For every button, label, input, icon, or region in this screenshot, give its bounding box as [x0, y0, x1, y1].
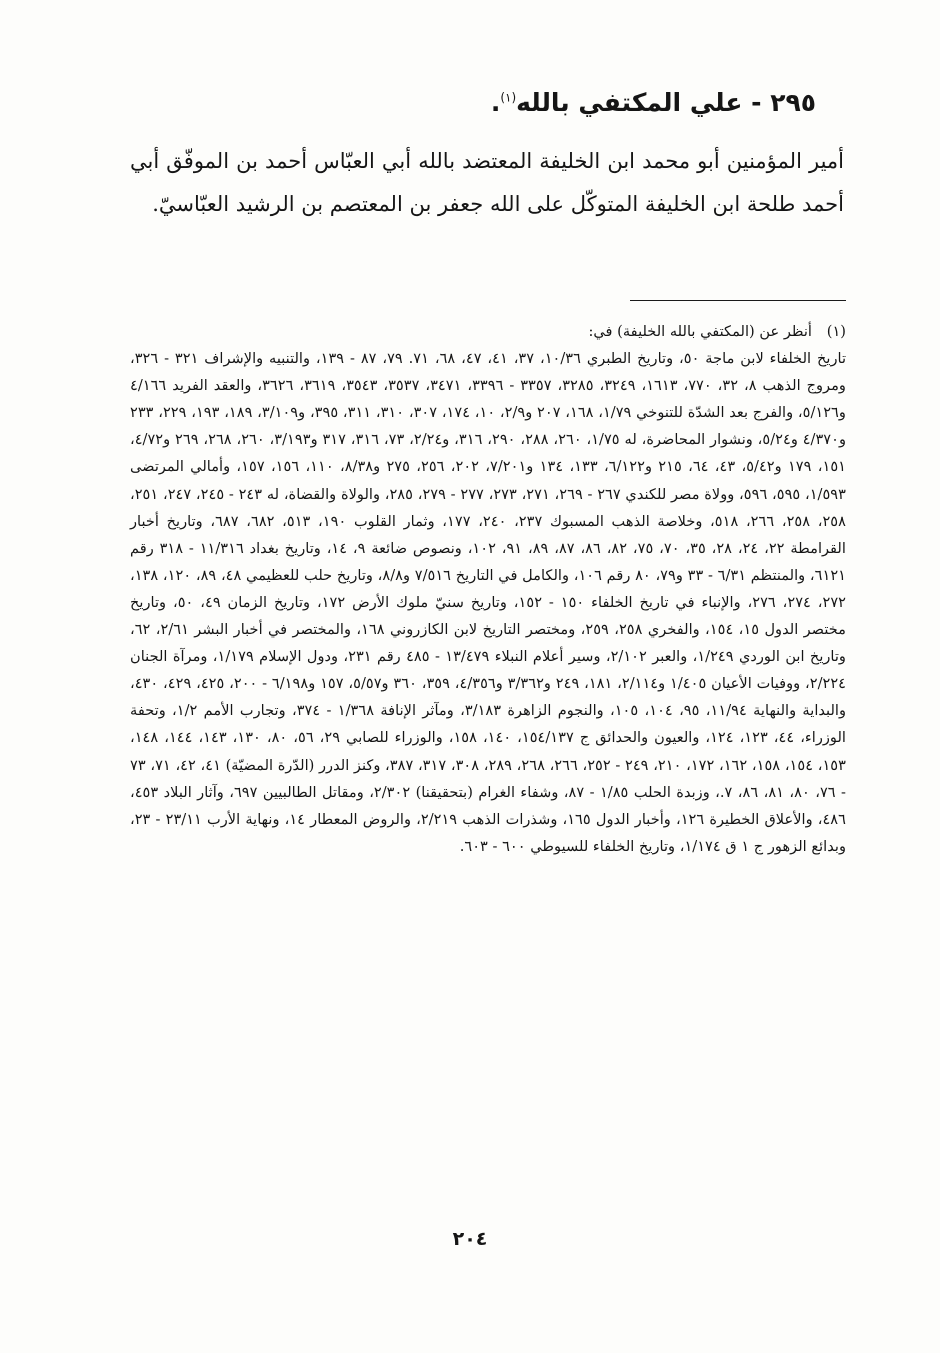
page-number: ٢٠٤: [452, 1228, 488, 1250]
footnote-text: تاريخ الخلفاء لابن ماجة ٥٠، وتاريخ الطبري ١٠/٣٦، ٣٧، ٤١، ٤٧، ٦٨، ٧١. ٧٩، ٨٧ - ١٣٩، والتنبيه والإشراف ٣٢١ - ٣٢٦، ومروج الذهب ٨، ٣٢، ٧٧٠، ١٦١٣، ٣٢٤٩، ٣٢٨٥، ٣٣٥٧ - ٣٣٩٦، ٣٤٧١، ٣٥٣٧، ٣٥٤٣، ٣٦١٩، ٣٦٢٦، والعقد الفريد ٤/١٦٦ و٥/١٢٦، والفرج بعد الشدّة للتنوخي ١/٧٩، ١٦٨، ٢٠٧ و٢/٩، ١٠، ١٧٤، ٣٠٧، ٣١٠، ٣١١، ٣٩٥، و٣/١٠٩، ١٨٩، ١٩٣، ٢٢٩، ٢٣٣ و٤/٣٧٠ و٥/٢٤، ونشوار المحاضرة، له ١/٧٥، ٢٦٠، ٢٨٨، ٢٩٠، ٣١٦، و٢/٢٤، ٧٣، ٣١٦، ٣١٧ و٣/١٩٣، ٢٦٠، ٢٦٨، ٢٦٩ و٤/٧٢، ١٥١، ١٧٩ و٥/٤٢، ٤٣، ٦٤، ٢١٥ و٦/١٢٢، ١٣٣، ١٣٤ و٧/٢٠١، ٢٠٢، ٢٥٦، ٢٧٥ و٨/٣٨، ١١٠، ١٥٦، ١٥٧، وأمالي المرتضى ١/٥٩٣، ٥٩٥، ٥٩٦، وولاة مصر للكندي ٢٦٧ - ٢٦٩، ٢٧١، ٢٧٣، ٢٧٧ - ٢٧٩، ٢٨٥، والولاة والقضاة، له ٢٤٣ - ٢٤٥، ٢٤٧، ٢٥١، ٢٥٨، ٢٥٨، ٢٦٦، ٥١٨، وخلاصة الذهب المسبوك ٢٣٧، ٢٤٠، ١٧٧، وثمار القلوب ١٩٠، ٥١٣، ٦٨٢، ٦٨٧، وتاريخ أخبار القرامطة ٢٢، ٢٤، ٢٨، ٣٥، ٧٠، ٧٥، ٨٢، ٨٦، ٨٧، ٨٩، ٩١، ١٠٢، ونصوص ضائعة ٩، ١٤، وتاريخ بغداد ١١/٣١٦ - ٣١٨ رقم ٦١٢١، والمنتظم ٦/٣١ - ٣٣ و٧٩، ٨٠ رقم ١٠٦، والكامل في التاريخ ٧/٥١٦ و٨/٨، وتاريخ حلب للعظيمي ٤٨، ٨٩، ١٢٠، ١٣٨، ٢٧٢، ٢٧٤، ٢٧٦، والإنباء في تاريخ الخلفاء ١٥٠ - ١٥٢، وتاريخ سنيّ ملوك الأرض ١٧٢، وتاريخ الزمان ٤٩، ٥٠، وتاريخ مختصر الدول ١٥، ١٥٤، والفخري ٢٥٨، ٢٥٩، ومختصر التاريخ لابن الكازروني ١٦٨، والمختصر في أخبار البشر ٢/٦١، ٦٢، وتاريخ ابن الوردي ١/٢٤٩، والعبر ٢/١٠٢، وسير أعلام النبلاء ١٣/٤٧٩ - ٤٨٥ رقم ٢٣١، ودول الإسلام ١/١٧٩، ومرآة الجنان ٢/٢٢٤، ووفيات الأعيان ١/٤٠٥ و٢/١١٤، ١٨١، ٢٤٩ و٣/٣٦٢ و٤/٣٥٦، ٣٥٩، ٣٦٠ و٥/٥٧، ١٥٧ و٦/١٩٨ - ٢٠٠، ٤٢٥، ٤٢٩، ٤٣٠، والبداية والنهاية ١١/٩٤، ٩٥، ١٠٤، ١٠٥، والنجوم الزاهرة ٣/١٨٣، ومآثر الإنافة ١/٣٦٨ - ٣٧٤، وتجارب الأمم ١/٢، وتحفة الوزراء، ٤٤، ١٢٣، ١٢٤، والعيون والحدائق ج ١٥٤/١٣٧، ١٤٠، ١٥٨، والوزراء للصابي ٢٩، ٥٦، ٨٠، ١٣٠، ١٤٣، ١٤٤، ١٤٨، ١٥٣، ١٥٤، ١٥٨، ١٦٢، ١٧٢، ٢١٠، ٢٤٩ - ٢٥٢، ٢٦٦، ٢٦٨، ٢٨٩، ٣٠٨، ٣١٧، ٣٨٧، وكنز الدرر (الدّرة المضيّة) ٤١، ٤٢، ٧١، ٧٣ - ٧٦، ٨٠، ٨١، ٨٦، ٧.، وزبدة الحلب ١/٨٥ - ٨٧، وشفاء الغرام (بتحقيقنا) ٢/٣٠٢، ومقاتل الطالبيين ٦٩٧، وآثار البلاد ٤٥٣، ٤٨٦، والأعلاق الخطيرة ١٢٦، وأخبار الدول ١٦٥، وشذرات الذهب ٢/٢١٩، والروض المعطار ١٤، ونهاية الأرب ٢٣/١١ - ٢٣، وبدائع الزهور ج ١ ق ١/١٧٤، وتاريخ الخلفاء للسيوطي ٦٠٠ - ٦٠٣.: [130, 350, 847, 855]
footnote-reference: (١): [500, 90, 517, 105]
footnote-divider: [630, 300, 846, 301]
entry-heading: [116, 88, 816, 117]
entry-body: أمير المؤمنين أبو محمد ابن الخليفة المعتضد بالله أبي العبّاس أحمد بن الموفّق أبي أحمد طلحة ابن الخليفة المتوكّل على الله جعفر بن المعتصم بن الرشيد العبّاسيّ.: [130, 149, 844, 216]
entry-dash: -: [742, 88, 762, 117]
footnote: [130, 318, 846, 860]
entry-number: ٢٩٥: [770, 88, 816, 117]
footnote-intro: أنظر عن (المكتفي بالله الخليفة) في:: [588, 323, 812, 340]
footnote-marker: (١): [826, 323, 846, 340]
entry-name: علي المكتفي بالله: [516, 88, 743, 117]
entry-period: .: [490, 88, 501, 117]
